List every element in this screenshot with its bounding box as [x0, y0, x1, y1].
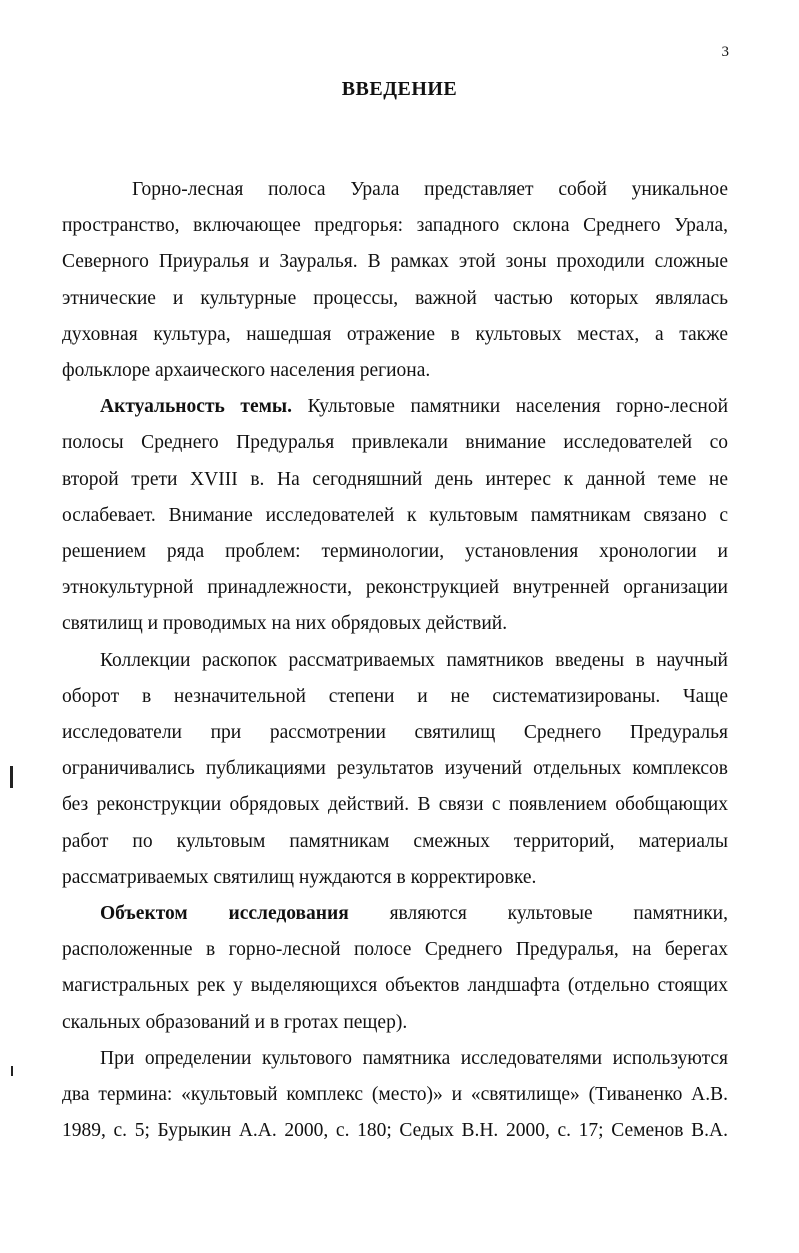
paragraph: [62, 389, 728, 642]
paragraph: [62, 896, 728, 1041]
text-line: [62, 389, 728, 425]
text-run: Культовые памятники населения горно-лесной: [292, 396, 729, 418]
text-line: скальных образований и в гротах пещер).: [62, 1011, 408, 1033]
text-line: полосы Среднего Предуралья привлекали внимание исследователей со: [62, 432, 728, 454]
text-line: без реконструкции обрядовых действий. В связи с появлением обобщающих: [62, 794, 728, 816]
text-line: При определении культового памятника исследователями используются: [100, 1047, 728, 1069]
text-line: пространство, включающее предгорья: западного склона Среднего Урала,: [62, 215, 728, 237]
text-line: второй трети XVIII в. На сегодняшний день интерес к данной теме не: [62, 468, 728, 490]
text-line: исследователи при рассмотрении святилищ Среднего Предуралья: [62, 722, 728, 744]
text-line: оборот в незначительной степени и не систематизированы. Чаще: [62, 685, 728, 707]
scan-mark: [10, 766, 13, 788]
text-line: работ по культовым памятникам смежных территорий, материалы: [62, 830, 728, 852]
text-line: решением ряда проблем: терминологии, установления хронологии и: [62, 541, 728, 563]
text-line: расположенные в горно-лесной полосе Среднего Предуралья, на берегах: [62, 939, 728, 961]
bold-lead: Актуальность темы.: [100, 396, 293, 418]
paragraph: [62, 1041, 728, 1150]
bold-lead: Объектом исследования: [100, 903, 349, 925]
text-line: магистральных рек у выделяющихся объектов ландшафта (отдельно стоящих: [62, 975, 728, 997]
text-line: [62, 896, 728, 932]
paragraph: [62, 172, 728, 389]
text-run: являются культовые памятники,: [348, 903, 728, 925]
text-line: этнические и культурные процессы, важной частью которых являлась: [62, 287, 728, 309]
text-line: святилищ и проводимых на них обрядовых действий.: [62, 613, 508, 635]
text-line: духовная культура, нашедшая отражение в культовых местах, а также: [62, 323, 728, 345]
text-line: рассматриваемых святилищ нуждаются в корректировке.: [62, 866, 537, 888]
section-heading: ВВЕДЕНИЕ: [341, 78, 458, 100]
text-line: Северного Приуралья и Зауралья. В рамках этой зоны проходили сложные: [62, 251, 728, 273]
text-line: этнокультурной принадлежности, реконструкцией внутренней организации: [62, 577, 728, 599]
text-line: 1989, с. 5; Бурыкин А.А. 2000, с. 180; Седых В.Н. 2000, с. 17; Семенов В.А.: [62, 1120, 728, 1142]
text-line: Горно-лесная полоса Урала представляет собой уникальное: [132, 179, 728, 200]
text-line: фольклоре архаического населения региона.: [62, 360, 431, 382]
text-line: два термина: «культовый комплекс (место)» и «святилище» (Тиваненко А.В.: [62, 1084, 728, 1106]
page-number: 3: [721, 44, 729, 60]
body-text: [62, 172, 728, 1149]
text-line: ослабевает. Внимание исследователей к культовым памятникам связано с: [62, 504, 728, 526]
text-line: ограничивались публикациями результатов изучений отдельных комплексов: [62, 758, 728, 780]
scan-mark: [11, 1066, 13, 1076]
text-line: Коллекции раскопок рассматриваемых памятников введены в научный: [100, 649, 728, 671]
paragraph: [62, 643, 728, 896]
